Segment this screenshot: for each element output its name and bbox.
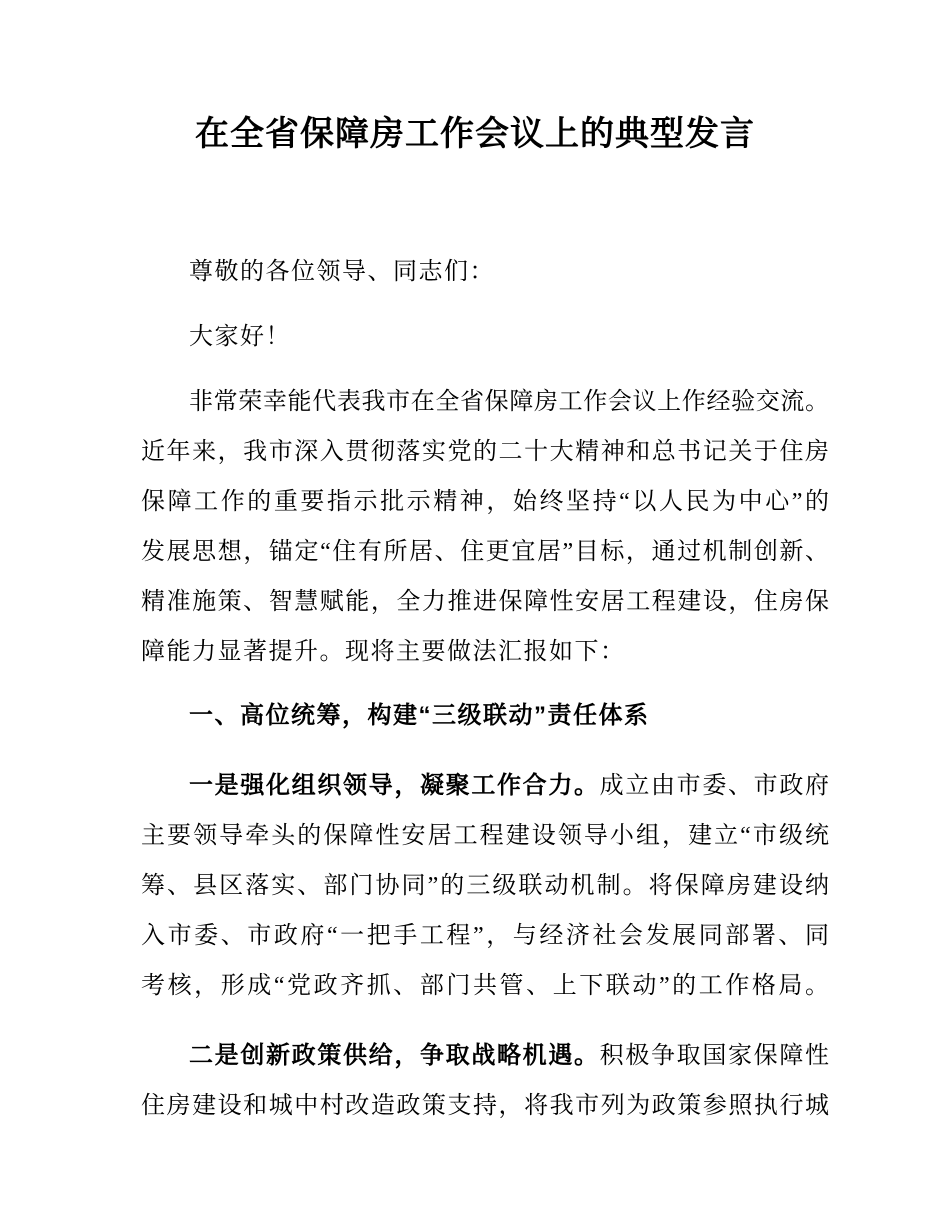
intro-line-1: 非常荣幸能代表我市在全省保障房工作会议上作经验交流。 (189, 389, 829, 415)
intro-line-2: 近年来，我市深入贯彻落实党的二十大精神和总书记关于住房 (141, 439, 829, 465)
salutation-paragraph (141, 247, 829, 297)
point1-line-3: 筹、县区落实、部门协同”的三级联动机制。将保障房建设纳 (141, 873, 829, 899)
section-heading-paragraph (141, 691, 829, 741)
greeting-text: 大家好！ (189, 324, 291, 350)
salutation-text: 尊敬的各位领导、同志们： (189, 259, 495, 285)
point2-line-2: 住房建设和城中村改造政策支持，将我市列为政策参照执行城 (141, 1093, 829, 1119)
intro-line-5: 精准施策、智慧赋能，全力推进保障性安居工程建设，住房保 (141, 589, 829, 615)
point1-lead: 一是强化组织领导，凝聚工作合力。 (189, 772, 600, 799)
point1-line-5: 考核，形成“党政齐抓、部门共管、上下联动”的工作格局。 (141, 973, 829, 999)
document-title: 在全省保障房工作会议上的典型发言 (195, 116, 755, 153)
point1-line-2: 主要领导牵头的保障性安居工程建设领导小组，建立“市级统 (141, 823, 829, 849)
point2-line-1 (141, 1031, 829, 1081)
point1-line-4: 入市委、市政府“一把手工程”，与经济社会发展同部署、同 (141, 923, 829, 949)
point1-paragraph (141, 761, 829, 1011)
intro-paragraph (141, 377, 829, 677)
point1-line-1 (141, 761, 829, 811)
point2-paragraph (141, 1031, 829, 1131)
intro-line-4: 发展思想，锚定“住有所居、住更宜居”目标，通过机制创新、 (141, 539, 829, 565)
greeting-paragraph (141, 312, 829, 362)
intro-line-6: 障能力显著提升。现将主要做法汇报如下： (141, 639, 626, 665)
point1-lead-rest: 成立由市委、市政府 (599, 773, 830, 799)
document-body (0, 247, 950, 1131)
point2-lead: 二是创新政策供给，争取战略机遇。 (189, 1042, 600, 1069)
point2-lead-rest: 积极争取国家保障性 (599, 1043, 830, 1069)
intro-line-3: 保障工作的重要指示批示精神，始终坚持“以人民为中心”的 (141, 489, 829, 515)
section-heading: 一、高位统筹，构建“三级联动”责任体系 (189, 702, 650, 729)
